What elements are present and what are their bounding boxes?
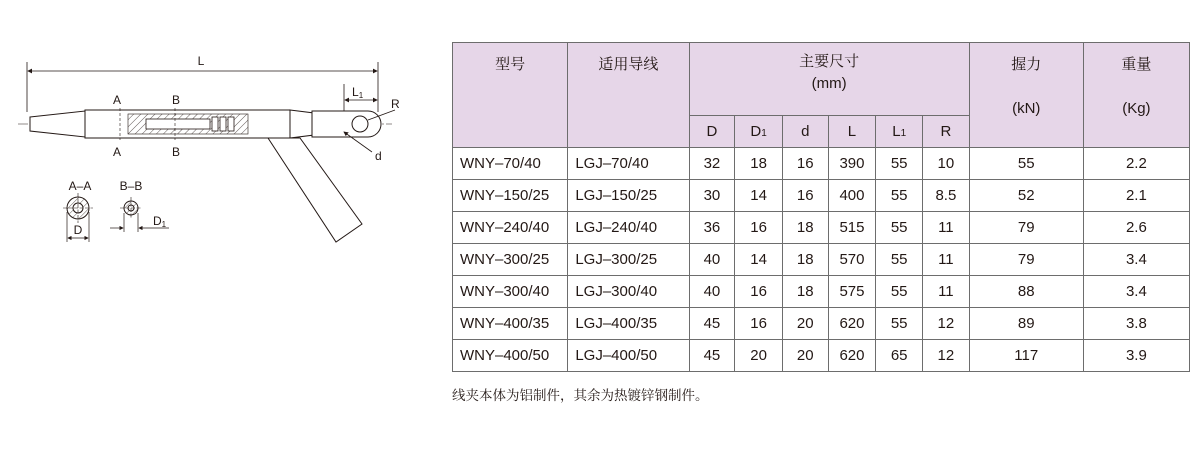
cell-grip: 79 xyxy=(969,212,1083,244)
header-d: d xyxy=(782,116,828,148)
cell-model: WNY–300/25 xyxy=(453,244,568,276)
table-row xyxy=(453,244,1190,276)
table-row xyxy=(453,212,1190,244)
cell-conductor: LGJ–70/40 xyxy=(568,148,689,180)
cell-L1: 55 xyxy=(876,276,923,308)
cell-model: WNY–300/40 xyxy=(453,276,568,308)
dimension-L1 xyxy=(344,84,377,112)
label-section-aa: A–A xyxy=(68,179,92,193)
header-weight xyxy=(1083,43,1189,148)
cell-d: 20 xyxy=(782,340,828,372)
steel-anchor-rings xyxy=(212,117,234,131)
cell-R: 11 xyxy=(923,276,970,308)
header-grip-label: 握力 xyxy=(1011,56,1042,73)
cell-D: 40 xyxy=(689,276,735,308)
cell-L: 390 xyxy=(828,148,876,180)
header-conductor: 适用导线 xyxy=(568,43,689,148)
header-grip xyxy=(969,43,1083,148)
footnote: 线夹本体为铝制件，其余为热镀锌钢制件。 xyxy=(452,388,709,404)
section-bb xyxy=(110,179,169,232)
header-D1: D1 xyxy=(735,116,783,148)
cell-R: 11 xyxy=(923,212,970,244)
header-L: L xyxy=(828,116,876,148)
label-section-bb: B–B xyxy=(119,179,143,193)
label-B-top: B xyxy=(171,93,181,107)
cell-L: 620 xyxy=(828,340,876,372)
dimension-L xyxy=(27,54,378,112)
table-row xyxy=(453,180,1190,212)
cell-R: 12 xyxy=(923,340,970,372)
cell-D1: 14 xyxy=(735,180,783,212)
table-row xyxy=(453,276,1190,308)
cell-weight: 3.4 xyxy=(1083,244,1189,276)
label-L: L xyxy=(197,54,205,68)
cell-D1: 16 xyxy=(735,308,783,340)
cell-grip: 79 xyxy=(969,244,1083,276)
cell-model: WNY–400/50 xyxy=(453,340,568,372)
cell-conductor: LGJ–300/40 xyxy=(568,276,689,308)
cell-d: 16 xyxy=(782,148,828,180)
cell-conductor: LGJ–300/25 xyxy=(568,244,689,276)
cell-D1: 20 xyxy=(735,340,783,372)
cell-grip: 52 xyxy=(969,180,1083,212)
cell-R: 11 xyxy=(923,244,970,276)
cell-d: 18 xyxy=(782,276,828,308)
table-row xyxy=(453,308,1190,340)
cell-L: 400 xyxy=(828,180,876,212)
cell-D: 45 xyxy=(689,340,735,372)
specification-table xyxy=(452,42,1190,372)
section-aa xyxy=(63,179,93,242)
header-main-dimensions-unit: (mm) xyxy=(811,75,847,92)
cell-D: 30 xyxy=(689,180,735,212)
cell-weight: 2.2 xyxy=(1083,148,1189,180)
header-model: 型号 xyxy=(453,43,568,148)
cell-conductor: LGJ–400/35 xyxy=(568,308,689,340)
cell-model: WNY–240/40 xyxy=(453,212,568,244)
table-row xyxy=(453,148,1190,180)
header-weight-label: 重量 xyxy=(1121,56,1152,73)
header-weight-unit: (Kg) xyxy=(1122,100,1151,117)
cell-L1: 65 xyxy=(876,340,923,372)
cell-D1: 14 xyxy=(735,244,783,276)
steel-core-window xyxy=(146,119,210,129)
cell-weight: 2.1 xyxy=(1083,180,1189,212)
cell-d: 18 xyxy=(782,212,828,244)
cell-D: 40 xyxy=(689,244,735,276)
cell-R: 8.5 xyxy=(923,180,970,212)
header-L1: L1 xyxy=(876,116,923,148)
label-d: d xyxy=(375,149,382,163)
cell-weight: 2.6 xyxy=(1083,212,1189,244)
cell-L1: 55 xyxy=(876,212,923,244)
label-L1: L1 xyxy=(352,85,364,100)
cell-L1: 55 xyxy=(876,244,923,276)
clamp-technical-drawing xyxy=(0,0,440,475)
cell-d: 18 xyxy=(782,244,828,276)
cell-d: 20 xyxy=(782,308,828,340)
cell-grip: 117 xyxy=(969,340,1083,372)
label-A-bottom: A xyxy=(112,145,122,159)
cell-L: 515 xyxy=(828,212,876,244)
cell-L1: 55 xyxy=(876,148,923,180)
cell-D1: 16 xyxy=(735,276,783,308)
cell-R: 10 xyxy=(923,148,970,180)
label-A-top: A xyxy=(112,93,122,107)
cell-D: 45 xyxy=(689,308,735,340)
cell-D: 32 xyxy=(689,148,735,180)
cell-L: 620 xyxy=(828,308,876,340)
table-row xyxy=(453,340,1190,372)
header-D: D xyxy=(689,116,735,148)
label-D: D xyxy=(73,223,83,237)
cell-grip: 89 xyxy=(969,308,1083,340)
cell-D1: 18 xyxy=(735,148,783,180)
eye-hole xyxy=(352,116,368,132)
cell-conductor: LGJ–240/40 xyxy=(568,212,689,244)
cell-L1: 55 xyxy=(876,308,923,340)
header-main-dimensions-label: 主要尺寸 xyxy=(799,53,860,70)
cell-weight: 3.8 xyxy=(1083,308,1189,340)
cell-grip: 88 xyxy=(969,276,1083,308)
cell-L: 570 xyxy=(828,244,876,276)
cell-L1: 55 xyxy=(876,180,923,212)
cell-weight: 3.9 xyxy=(1083,340,1189,372)
header-grip-unit: (kN) xyxy=(1012,100,1041,117)
cell-model: WNY–150/25 xyxy=(453,180,568,212)
cell-weight: 3.4 xyxy=(1083,276,1189,308)
label-R: R xyxy=(391,97,400,111)
header-main-dimensions xyxy=(689,43,969,116)
label-B-bottom: B xyxy=(171,145,181,159)
cell-grip: 55 xyxy=(969,148,1083,180)
cell-d: 16 xyxy=(782,180,828,212)
cell-D1: 16 xyxy=(735,212,783,244)
cell-conductor: LGJ–150/25 xyxy=(568,180,689,212)
cell-conductor: LGJ–400/50 xyxy=(568,340,689,372)
cell-D: 36 xyxy=(689,212,735,244)
label-D1: D1 xyxy=(153,214,167,229)
header-R: R xyxy=(923,116,970,148)
cell-R: 12 xyxy=(923,308,970,340)
cell-model: WNY–70/40 xyxy=(453,148,568,180)
cell-L: 575 xyxy=(828,276,876,308)
cell-model: WNY–400/35 xyxy=(453,308,568,340)
